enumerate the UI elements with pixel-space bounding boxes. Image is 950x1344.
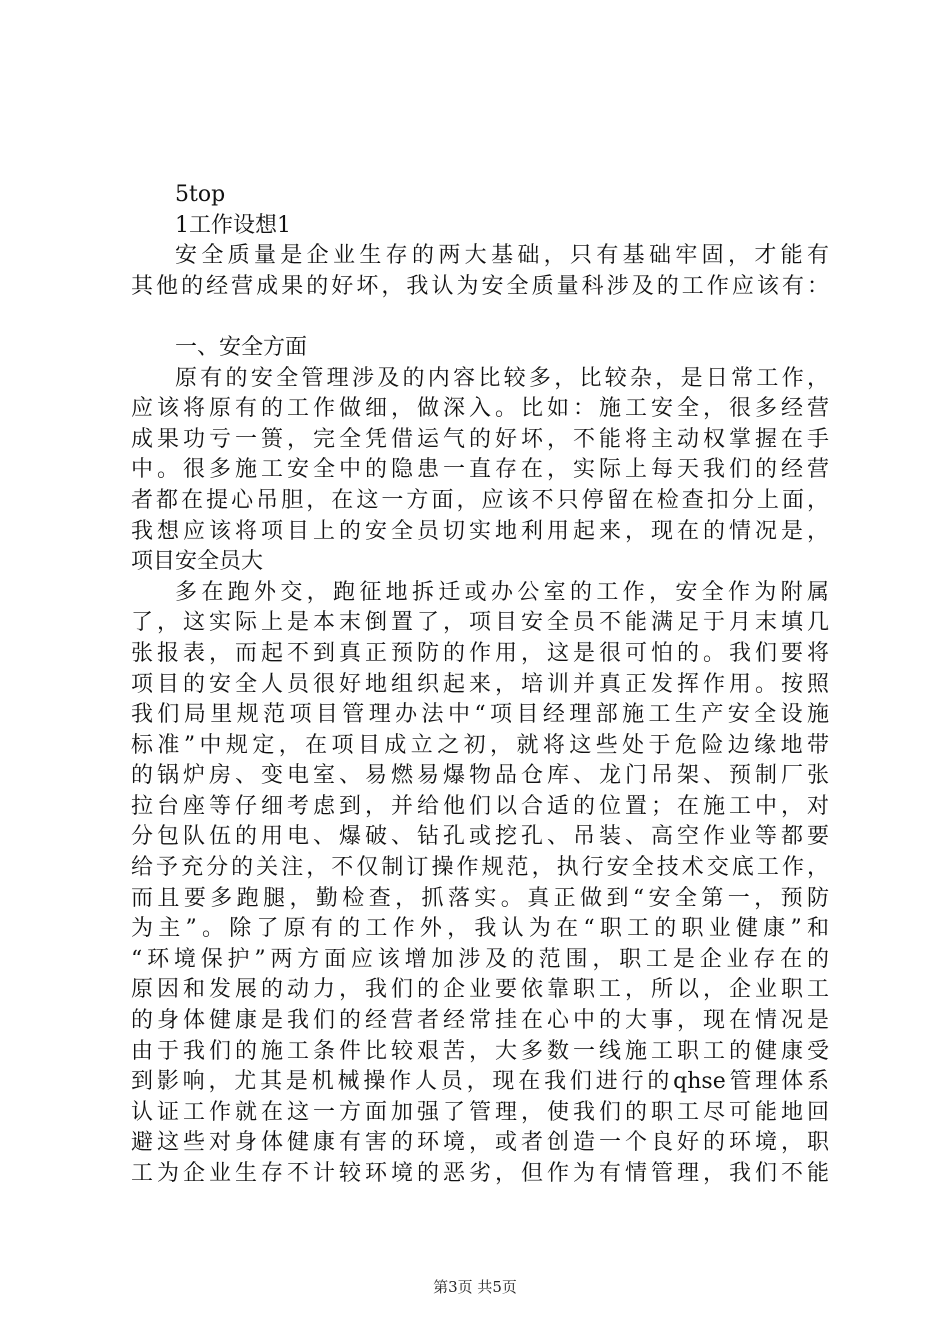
page-number-footer: 第3页 共5页 [433,1278,517,1296]
text-line: 原因和发展的动力，我们的企业要依靠职工，所以，企业职工 [131,977,829,1003]
text-line: 拉台座等仔细考虑到，并给他们以合适的位置；在施工中，对 [131,793,829,819]
text-line: 分包队伍的用电、爆破、钻孔或挖孔、吊装、高空作业等都要 [131,824,829,850]
text-line: 原有的安全管理涉及的内容比较多，比较杂，是日常工作， [175,365,829,391]
text-line: 多在跑外交，跑征地拆迁或办公室的工作，安全作为附属 [175,579,829,605]
text-line: 其他的经营成果的好坏，我认为安全质量科涉及的工作应该有： [131,273,829,299]
text-line: 中。很多施工安全中的隐患一直存在，实际上每天我们的经营 [131,457,829,483]
text-line: 张报表，而起不到真正预防的作用，这是很可怕的。我们要将 [131,640,829,666]
text-line: 由于我们的施工条件比较艰苦，大多数一线施工职工的健康受 [131,1038,829,1064]
text-line-section-code: 5top [175,182,226,207]
document-body [131,180,829,1190]
text-line: 我想应该将项目上的安全员切实地利用起来，现在的情况是， [131,518,829,544]
text-line: 成果功亏一篑，完全凭借运气的好坏，不能将主动权掌握在手 [131,426,829,452]
text-line: 我们局里规范项目管理办法中“项目经理部施工生产安全设施 [131,702,829,728]
text-line: 项目的安全人员很好地组织起来，培训并真正发挥作用。按照 [131,671,829,697]
text-line: 为主”。除了原有的工作外，我认为在“职工的职业健康”和 [131,916,829,942]
text-line-section-heading-safety: 一、安全方面 [175,334,308,360]
text-line: 避这些对身体健康有害的环境，或者创造一个良好的环境，职 [131,1130,829,1156]
text-line: 了，这实际上是本末倒置了，项目安全员不能满足于月末填几 [131,610,829,636]
text-line: 到影响，尤其是机械操作人员，现在我们进行的qhse管理体系 [131,1069,829,1095]
text-line: 项目安全员大 [131,549,264,575]
text-line-heading-work-plan: 1工作设想1 [175,212,291,238]
text-line: 工为企业生存不计较环境的恶劣，但作为有情管理，我们不能 [131,1161,829,1186]
text-line: 而且要多跑腿，勤检查，抓落实。真正做到“安全第一，预防 [131,885,829,911]
text-line: 标准”中规定，在项目成立之初，就将这些处于危险边缘地带 [131,732,829,758]
text-line: 认证工作就在这一方面加强了管理，使我们的职工尽可能地回 [131,1099,829,1125]
text-line: “环境保护”两方面应该增加涉及的范围，职工是企业存在的 [131,946,829,972]
text-line: 者都在提心吊胆，在这一方面，应该不只停留在检查扣分上面， [131,487,829,513]
text-line: 的锅炉房、变电室、易燃易爆物品仓库、龙门吊架、预制厂张 [131,763,829,789]
text-line: 的身体健康是我们的经营者经常挂在心中的大事，现在情况是 [131,1008,829,1034]
paragraph-gap [131,302,829,333]
text-line: 给予充分的关注，不仅制订操作规范，执行安全技术交底工作， [131,855,829,881]
text-line: 安全质量是企业生存的两大基础，只有基础牢固，才能有 [175,243,829,269]
text-line: 应该将原有的工作做细，做深入。比如：施工安全，很多经营 [131,396,829,422]
